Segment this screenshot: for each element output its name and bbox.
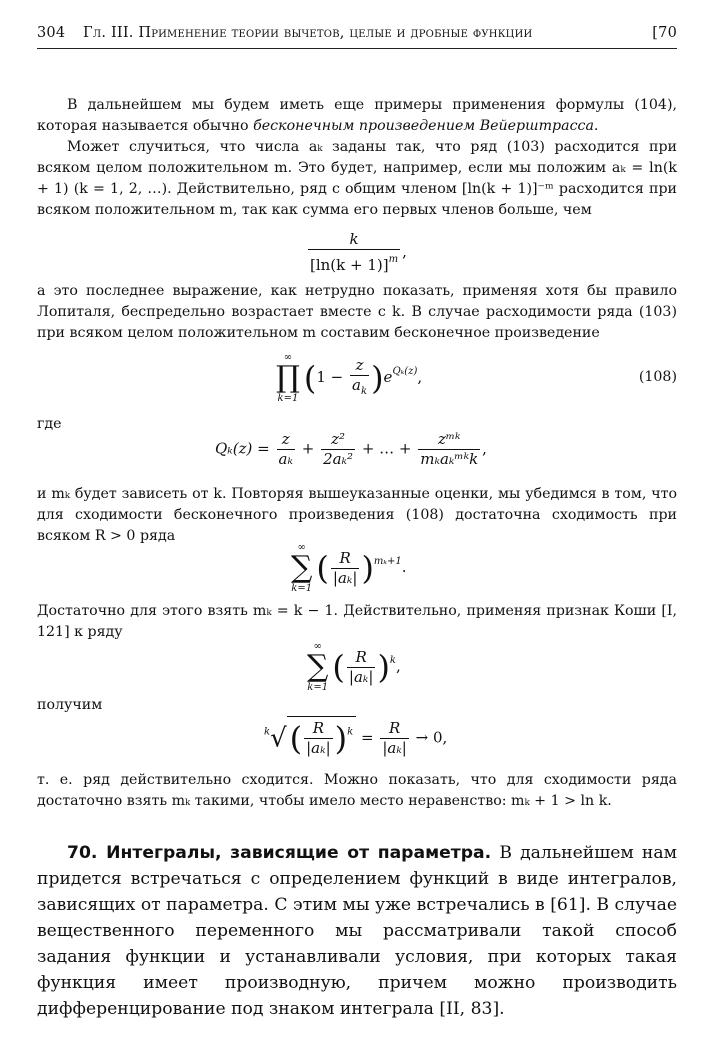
equation-q: Qₖ(z) = $\frac{z}{\text{aₖ}}$ + $\frac{\text{z²}}{\text{2aₖ²}}$ + … + $\frac{\text{zᵐᵏ}}{\text{mₖaₖᵐᵏk}}$ ,	[215, 430, 487, 468]
paragraph-lhopital: а это последнее выражение, как нетрудно показать, применяя хотя бы правило Лопиталя, беспредельно возрастает вместе с k. В случае расходимости ряда (103) при всяком целом положительном m составим бесконечное произведение	[37, 283, 677, 341]
paragraph-convergence: и mₖ будет зависеть от k. Повторяя вышеуказанные оценки, мы убедимся в том, что для сходимости бесконечного произведения (108) достаточна сходимость при всяком R > 0 ряда	[37, 486, 677, 544]
equation-series-1: ∞ ∑ k=1 ( $\frac{R}{\text{|aₖ|}}$ )$^{m_k+1}$.	[291, 542, 407, 594]
paragraph-conclusion: т. е. ряд действительно сходится. Можно показать, что для сходимости ряда достаточно взять mₖ такими, чтобы имело место неравенство: mₖ + 1 > ln k.	[37, 772, 677, 809]
eq1-numerator: k	[308, 230, 400, 250]
paragraph-obtain: получим	[37, 697, 103, 713]
section-heading: 70. Интегралы, зависящие от параметра.	[67, 843, 492, 863]
running-header	[37, 22, 677, 46]
paragraph-text: В дальнейшем мы будем иметь еще примеры применения формулы (104), которая называется обычно	[37, 97, 677, 134]
equation-series-2: ∞ ∑ k=1 ( $\frac{R}{\text{|aₖ|}}$ )$^k$,	[307, 641, 401, 693]
section-body: В дальнейшем нам придется встречаться с определением функций в виде интегралов, зависящих от параметра. С этим мы уже встречались в [61]. В случае вещественного переменного мы рассматривали такой способ задания функции и устанавливали условия, при которых такая функция имеет производную, причем можно производить дифференцирование под знаком интеграла [II, 83].	[37, 843, 677, 1019]
paragraph-divergence: Может случиться, что числа aₖ заданы так, что ряд (103) расходится при всяком целом положительном m. Это будет, например, если мы положим aₖ = ln(k + 1) (k = 1, 2, …). Действительно, ряд с общим членом [ln(k + 1)]⁻ᵐ расходится при всяком положительном m, так как сумма его первых членов больше, чем	[37, 139, 677, 218]
section-reference: [70	[652, 25, 677, 41]
eq1-denominator: $[\ln(k + 1)]^m$	[310, 254, 399, 274]
paragraph-cauchy: Достаточно для этого взять mₖ = k − 1. Действительно, применяя признак Коши [I, 121] к ряду	[37, 603, 677, 640]
page-number: 304	[37, 25, 66, 41]
header-rule	[37, 48, 677, 49]
italic-term: бесконечным произведением Вейерштрасса.	[253, 118, 599, 134]
equation-root-test: $^k$√( $\frac{R}{\text{|aₖ|}}$ )$^k$ = $\frac{R}{\text{|aₖ|}}$ → 0,	[264, 716, 447, 758]
equation-number-108: (108)	[638, 369, 677, 385]
paragraph-where: где	[37, 416, 62, 432]
product-operator: ∞ ∏ k=1	[276, 352, 300, 404]
chapter-title: Гл. III. Применение теории вычетов, целые и дробные функции	[83, 25, 533, 41]
section-70	[37, 840, 677, 1022]
equation-108: ∞ ∏ k=1 (1 − $\frac{z}{a_k}$ )$e^{Q_k(z)}$,	[276, 352, 423, 404]
equation-fraction: $\frac{k}{[\ln(k + 1)]^m}$ ,	[310, 230, 407, 274]
paragraph-weierstrass	[37, 95, 677, 137]
